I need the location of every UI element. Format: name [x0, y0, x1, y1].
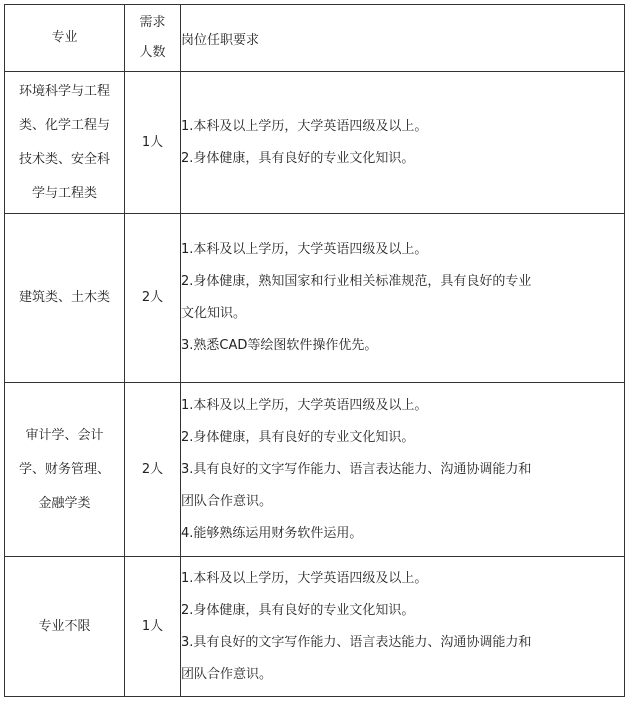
requirement-item: 2.身体健康，具有良好的专业文化知识。 [181, 150, 415, 166]
major-cell [5, 214, 125, 383]
header-major: 专业 [5, 5, 125, 72]
requirement-item: 4.能够熟练运用财务软件运用。 [181, 525, 363, 541]
major-line: 学、财务管理、 [18, 461, 110, 477]
count-cell: 2人 [125, 214, 181, 383]
job-requirements-table [4, 4, 625, 697]
requirements-cell [181, 557, 625, 697]
major-cell [5, 383, 125, 557]
major-line: 技术类、安全科 [18, 151, 110, 167]
header-requirements: 岗位任职要求 [181, 5, 625, 72]
table-row [5, 383, 625, 557]
major-line: 学与工程类 [31, 185, 97, 201]
major-cell [5, 557, 125, 697]
requirement-item: 团队合作意识。 [181, 666, 273, 682]
table-row [5, 72, 625, 214]
requirement-item: 团队合作意识。 [181, 493, 273, 509]
requirement-item: 1.本科及以上学历，大学英语四级及以上。 [181, 242, 428, 257]
requirement-item: 3.熟悉CAD等绘图软件操作优先。 [181, 338, 378, 353]
header-count-line2: 人数 [139, 45, 166, 60]
requirement-item: 2.身体健康，具有良好的专业文化知识。 [181, 602, 415, 618]
requirement-item: 1.本科及以上学历，大学英语四级及以上。 [181, 118, 428, 134]
requirement-item: 3.具有良好的文字写作能力、语言表达能力、沟通协调能力和 [181, 634, 532, 650]
header-count-line1: 需求 [139, 15, 166, 30]
requirements-cell [181, 383, 625, 557]
table-header-row [5, 5, 625, 72]
requirement-item: 2.身体健康，具有良好的专业文化知识。 [181, 429, 415, 445]
major-line: 建筑类、土木类 [18, 290, 110, 305]
major-line: 环境科学与工程 [18, 83, 110, 99]
requirement-item: 3.具有良好的文字写作能力、语言表达能力、沟通协调能力和 [181, 461, 532, 477]
requirements-cell [181, 72, 625, 214]
table-row [5, 557, 625, 697]
count-cell: 1人 [125, 72, 181, 214]
major-cell [5, 72, 125, 214]
requirement-item: 2.身体健康，熟知国家和行业相关标准规范，具有良好的专业 [181, 274, 532, 289]
count-cell: 1人 [125, 557, 181, 697]
requirement-item: 1.本科及以上学历，大学英语四级及以上。 [181, 397, 428, 413]
count-cell: 2人 [125, 383, 181, 557]
table-row [5, 214, 625, 383]
major-line: 金融学类 [38, 495, 91, 511]
header-count [125, 5, 181, 72]
requirement-item: 文化知识。 [181, 306, 247, 321]
major-line: 专业不限 [38, 618, 91, 634]
major-line: 类、化学工程与 [18, 117, 110, 133]
major-line: 审计学、会计 [25, 427, 104, 443]
requirement-item: 1.本科及以上学历，大学英语四级及以上。 [181, 570, 428, 586]
requirements-cell [181, 214, 625, 383]
